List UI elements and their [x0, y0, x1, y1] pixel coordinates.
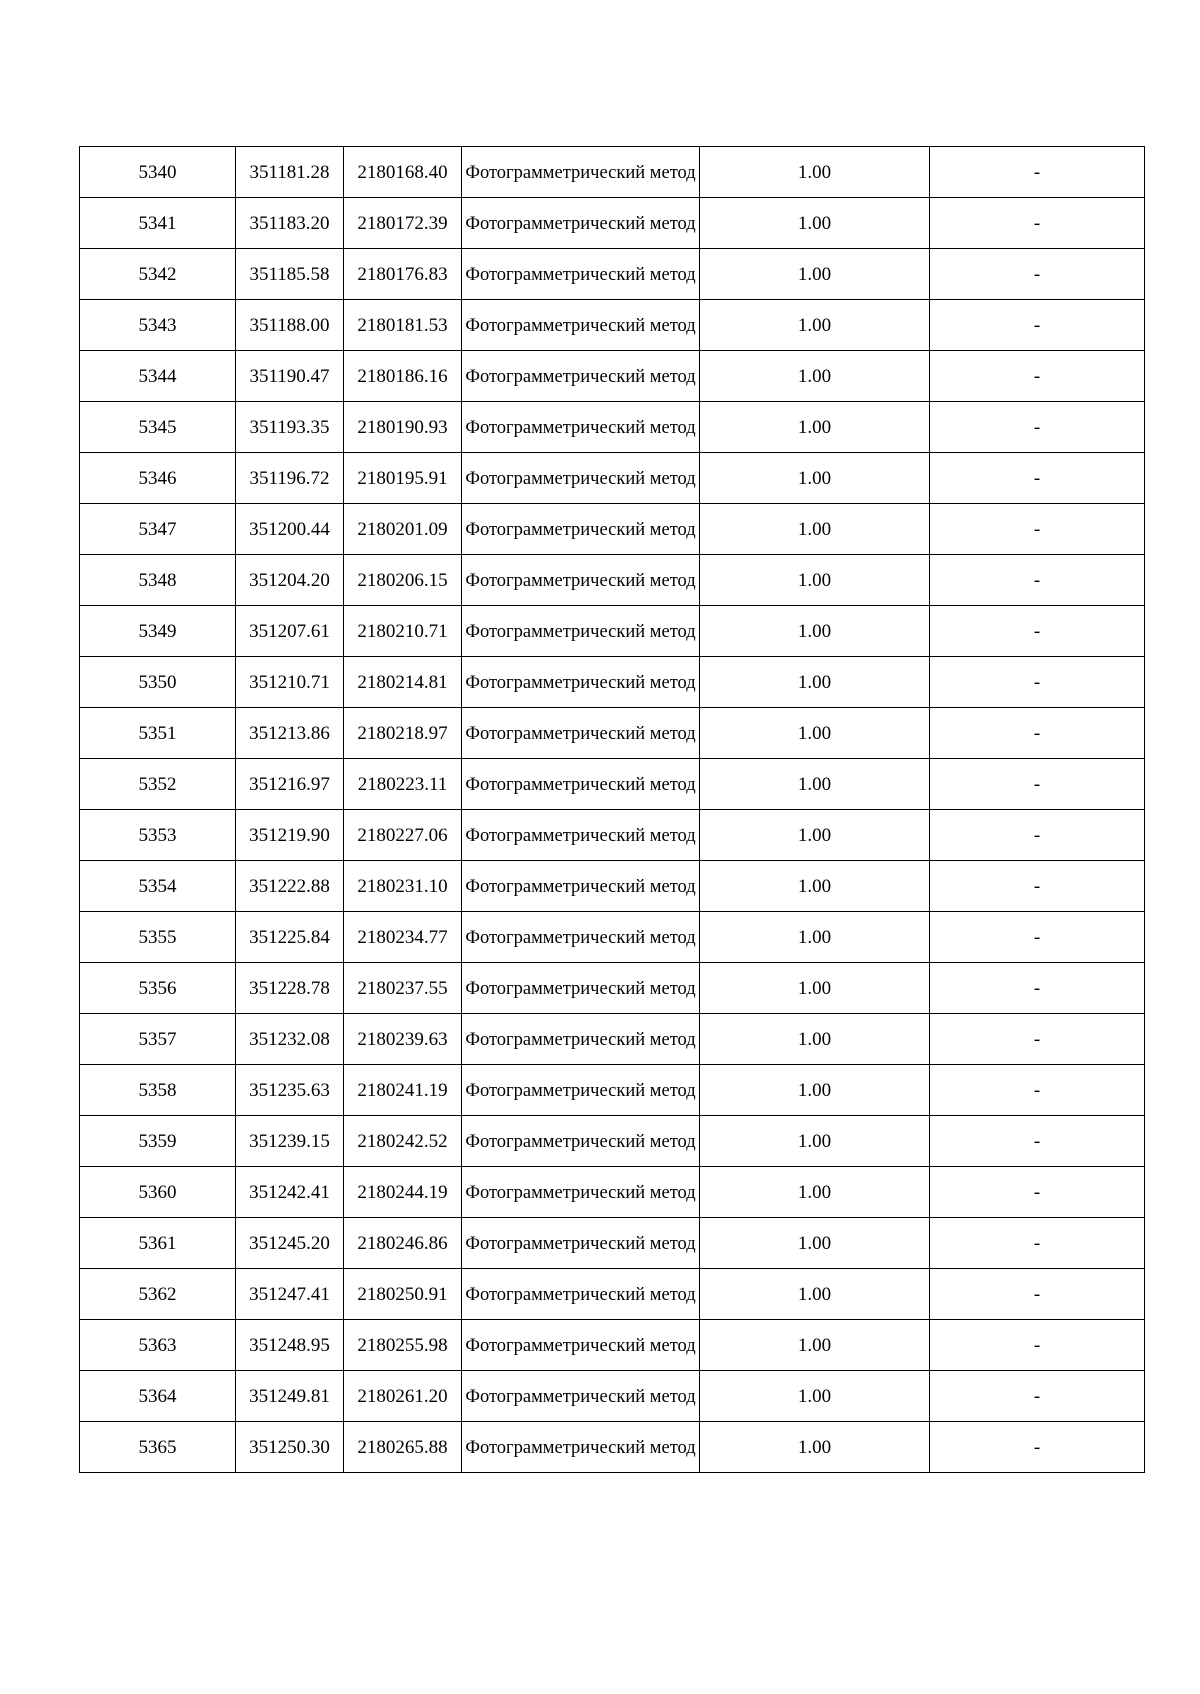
- table-row: [80, 759, 1145, 810]
- method-cell: Фотограмметрический метод: [462, 555, 700, 606]
- method-cell: Фотограмметрический метод: [462, 402, 700, 453]
- accuracy-cell: 1.00: [700, 606, 930, 657]
- point-number-cell: 5363: [80, 1320, 236, 1371]
- y-coordinate-cell: 2180227.06: [344, 810, 462, 861]
- accuracy-cell: 1.00: [700, 912, 930, 963]
- note-cell: -: [930, 504, 1145, 555]
- accuracy-cell: 1.00: [700, 1167, 930, 1218]
- y-coordinate-cell: 2180265.88: [344, 1422, 462, 1473]
- table-row: [80, 555, 1145, 606]
- x-coordinate-cell: 351207.61: [236, 606, 344, 657]
- x-coordinate-cell: 351249.81: [236, 1371, 344, 1422]
- method-cell: Фотограмметрический метод: [462, 1116, 700, 1167]
- x-coordinate-cell: 351222.88: [236, 861, 344, 912]
- point-number-cell: 5357: [80, 1014, 236, 1065]
- x-coordinate-cell: 351219.90: [236, 810, 344, 861]
- x-coordinate-cell: 351204.20: [236, 555, 344, 606]
- method-cell: Фотограмметрический метод: [462, 1371, 700, 1422]
- accuracy-cell: 1.00: [700, 810, 930, 861]
- point-number-cell: 5341: [80, 198, 236, 249]
- method-cell: Фотограмметрический метод: [462, 453, 700, 504]
- method-cell: Фотограмметрический метод: [462, 198, 700, 249]
- point-number-cell: 5351: [80, 708, 236, 759]
- point-number-cell: 5348: [80, 555, 236, 606]
- method-cell: Фотограмметрический метод: [462, 351, 700, 402]
- table-row: [80, 1371, 1145, 1422]
- x-coordinate-cell: 351210.71: [236, 657, 344, 708]
- accuracy-cell: 1.00: [700, 504, 930, 555]
- x-coordinate-cell: 351188.00: [236, 300, 344, 351]
- y-coordinate-cell: 2180237.55: [344, 963, 462, 1014]
- table-row: [80, 300, 1145, 351]
- method-cell: Фотограмметрический метод: [462, 249, 700, 300]
- point-number-cell: 5340: [80, 147, 236, 198]
- point-number-cell: 5360: [80, 1167, 236, 1218]
- note-cell: -: [930, 147, 1145, 198]
- table-row: [80, 1269, 1145, 1320]
- x-coordinate-cell: 351200.44: [236, 504, 344, 555]
- point-number-cell: 5342: [80, 249, 236, 300]
- x-coordinate-cell: 351235.63: [236, 1065, 344, 1116]
- y-coordinate-cell: 2180241.19: [344, 1065, 462, 1116]
- y-coordinate-cell: 2180231.10: [344, 861, 462, 912]
- method-cell: Фотограмметрический метод: [462, 1269, 700, 1320]
- note-cell: -: [930, 198, 1145, 249]
- x-coordinate-cell: 351193.35: [236, 402, 344, 453]
- x-coordinate-cell: 351216.97: [236, 759, 344, 810]
- method-cell: Фотограмметрический метод: [462, 810, 700, 861]
- point-number-cell: 5349: [80, 606, 236, 657]
- table-row: [80, 657, 1145, 708]
- table-row: [80, 1320, 1145, 1371]
- accuracy-cell: 1.00: [700, 1422, 930, 1473]
- x-coordinate-cell: 351245.20: [236, 1218, 344, 1269]
- point-number-cell: 5361: [80, 1218, 236, 1269]
- method-cell: Фотограмметрический метод: [462, 1014, 700, 1065]
- point-number-cell: 5345: [80, 402, 236, 453]
- y-coordinate-cell: 2180218.97: [344, 708, 462, 759]
- note-cell: -: [930, 1167, 1145, 1218]
- accuracy-cell: 1.00: [700, 300, 930, 351]
- method-cell: Фотограмметрический метод: [462, 300, 700, 351]
- method-cell: Фотограмметрический метод: [462, 912, 700, 963]
- note-cell: -: [930, 1269, 1145, 1320]
- y-coordinate-cell: 2180172.39: [344, 198, 462, 249]
- note-cell: -: [930, 810, 1145, 861]
- accuracy-cell: 1.00: [700, 759, 930, 810]
- note-cell: -: [930, 1014, 1145, 1065]
- x-coordinate-cell: 351242.41: [236, 1167, 344, 1218]
- point-number-cell: 5364: [80, 1371, 236, 1422]
- method-cell: Фотограмметрический метод: [462, 606, 700, 657]
- table-row: [80, 1065, 1145, 1116]
- point-number-cell: 5350: [80, 657, 236, 708]
- x-coordinate-cell: 351183.20: [236, 198, 344, 249]
- table-row: [80, 1167, 1145, 1218]
- note-cell: -: [930, 453, 1145, 504]
- accuracy-cell: 1.00: [700, 402, 930, 453]
- y-coordinate-cell: 2180190.93: [344, 402, 462, 453]
- table-row: [80, 351, 1145, 402]
- y-coordinate-cell: 2180244.19: [344, 1167, 462, 1218]
- table-row: [80, 912, 1145, 963]
- y-coordinate-cell: 2180168.40: [344, 147, 462, 198]
- point-number-cell: 5365: [80, 1422, 236, 1473]
- y-coordinate-cell: 2180250.91: [344, 1269, 462, 1320]
- table-row: [80, 606, 1145, 657]
- point-number-cell: 5359: [80, 1116, 236, 1167]
- note-cell: -: [930, 1116, 1145, 1167]
- accuracy-cell: 1.00: [700, 453, 930, 504]
- y-coordinate-cell: 2180239.63: [344, 1014, 462, 1065]
- note-cell: -: [930, 912, 1145, 963]
- method-cell: Фотограмметрический метод: [462, 147, 700, 198]
- table-row: [80, 504, 1145, 555]
- note-cell: -: [930, 1320, 1145, 1371]
- note-cell: -: [930, 402, 1145, 453]
- accuracy-cell: 1.00: [700, 1269, 930, 1320]
- table-row: [80, 147, 1145, 198]
- note-cell: -: [930, 657, 1145, 708]
- point-number-cell: 5352: [80, 759, 236, 810]
- table-row: [80, 1422, 1145, 1473]
- accuracy-cell: 1.00: [700, 861, 930, 912]
- y-coordinate-cell: 2180176.83: [344, 249, 462, 300]
- method-cell: Фотограмметрический метод: [462, 708, 700, 759]
- method-cell: Фотограмметрический метод: [462, 1218, 700, 1269]
- y-coordinate-cell: 2180201.09: [344, 504, 462, 555]
- note-cell: -: [930, 1422, 1145, 1473]
- method-cell: Фотограмметрический метод: [462, 759, 700, 810]
- y-coordinate-cell: 2180242.52: [344, 1116, 462, 1167]
- accuracy-cell: 1.00: [700, 1218, 930, 1269]
- accuracy-cell: 1.00: [700, 657, 930, 708]
- accuracy-cell: 1.00: [700, 1116, 930, 1167]
- y-coordinate-cell: 2180186.16: [344, 351, 462, 402]
- accuracy-cell: 1.00: [700, 1320, 930, 1371]
- point-number-cell: 5358: [80, 1065, 236, 1116]
- y-coordinate-cell: 2180223.11: [344, 759, 462, 810]
- table-row: [80, 249, 1145, 300]
- method-cell: Фотограмметрический метод: [462, 504, 700, 555]
- accuracy-cell: 1.00: [700, 147, 930, 198]
- accuracy-cell: 1.00: [700, 1014, 930, 1065]
- x-coordinate-cell: 351225.84: [236, 912, 344, 963]
- point-number-cell: 5344: [80, 351, 236, 402]
- y-coordinate-cell: 2180255.98: [344, 1320, 462, 1371]
- y-coordinate-cell: 2180234.77: [344, 912, 462, 963]
- note-cell: -: [930, 861, 1145, 912]
- note-cell: -: [930, 300, 1145, 351]
- accuracy-cell: 1.00: [700, 198, 930, 249]
- method-cell: Фотограмметрический метод: [462, 1065, 700, 1116]
- note-cell: -: [930, 759, 1145, 810]
- method-cell: Фотограмметрический метод: [462, 657, 700, 708]
- table-row: [80, 810, 1145, 861]
- x-coordinate-cell: 351190.47: [236, 351, 344, 402]
- y-coordinate-cell: 2180210.71: [344, 606, 462, 657]
- note-cell: -: [930, 1218, 1145, 1269]
- note-cell: -: [930, 708, 1145, 759]
- note-cell: -: [930, 606, 1145, 657]
- note-cell: -: [930, 963, 1145, 1014]
- y-coordinate-cell: 2180195.91: [344, 453, 462, 504]
- method-cell: Фотограмметрический метод: [462, 1320, 700, 1371]
- x-coordinate-cell: 351185.58: [236, 249, 344, 300]
- table-row: [80, 1218, 1145, 1269]
- x-coordinate-cell: 351181.28: [236, 147, 344, 198]
- point-number-cell: 5354: [80, 861, 236, 912]
- coordinates-table: [79, 146, 1145, 1473]
- x-coordinate-cell: 351247.41: [236, 1269, 344, 1320]
- note-cell: -: [930, 555, 1145, 606]
- note-cell: -: [930, 249, 1145, 300]
- accuracy-cell: 1.00: [700, 708, 930, 759]
- note-cell: -: [930, 1065, 1145, 1116]
- x-coordinate-cell: 351196.72: [236, 453, 344, 504]
- x-coordinate-cell: 351228.78: [236, 963, 344, 1014]
- accuracy-cell: 1.00: [700, 1371, 930, 1422]
- accuracy-cell: 1.00: [700, 963, 930, 1014]
- note-cell: -: [930, 351, 1145, 402]
- y-coordinate-cell: 2180214.81: [344, 657, 462, 708]
- point-number-cell: 5356: [80, 963, 236, 1014]
- point-number-cell: 5346: [80, 453, 236, 504]
- point-number-cell: 5362: [80, 1269, 236, 1320]
- point-number-cell: 5343: [80, 300, 236, 351]
- table-row: [80, 861, 1145, 912]
- method-cell: Фотограмметрический метод: [462, 963, 700, 1014]
- method-cell: Фотограмметрический метод: [462, 861, 700, 912]
- point-number-cell: 5353: [80, 810, 236, 861]
- x-coordinate-cell: 351250.30: [236, 1422, 344, 1473]
- y-coordinate-cell: 2180206.15: [344, 555, 462, 606]
- method-cell: Фотограмметрический метод: [462, 1422, 700, 1473]
- table-row: [80, 198, 1145, 249]
- table-row: [80, 402, 1145, 453]
- x-coordinate-cell: 351213.86: [236, 708, 344, 759]
- point-number-cell: 5355: [80, 912, 236, 963]
- accuracy-cell: 1.00: [700, 249, 930, 300]
- accuracy-cell: 1.00: [700, 1065, 930, 1116]
- x-coordinate-cell: 351232.08: [236, 1014, 344, 1065]
- table-row: [80, 1014, 1145, 1065]
- method-cell: Фотограмметрический метод: [462, 1167, 700, 1218]
- accuracy-cell: 1.00: [700, 555, 930, 606]
- note-cell: -: [930, 1371, 1145, 1422]
- table-row: [80, 1116, 1145, 1167]
- table-body: [80, 147, 1145, 1473]
- y-coordinate-cell: 2180181.53: [344, 300, 462, 351]
- table-row: [80, 963, 1145, 1014]
- x-coordinate-cell: 351239.15: [236, 1116, 344, 1167]
- y-coordinate-cell: 2180246.86: [344, 1218, 462, 1269]
- accuracy-cell: 1.00: [700, 351, 930, 402]
- table-row: [80, 453, 1145, 504]
- x-coordinate-cell: 351248.95: [236, 1320, 344, 1371]
- y-coordinate-cell: 2180261.20: [344, 1371, 462, 1422]
- table-row: [80, 708, 1145, 759]
- point-number-cell: 5347: [80, 504, 236, 555]
